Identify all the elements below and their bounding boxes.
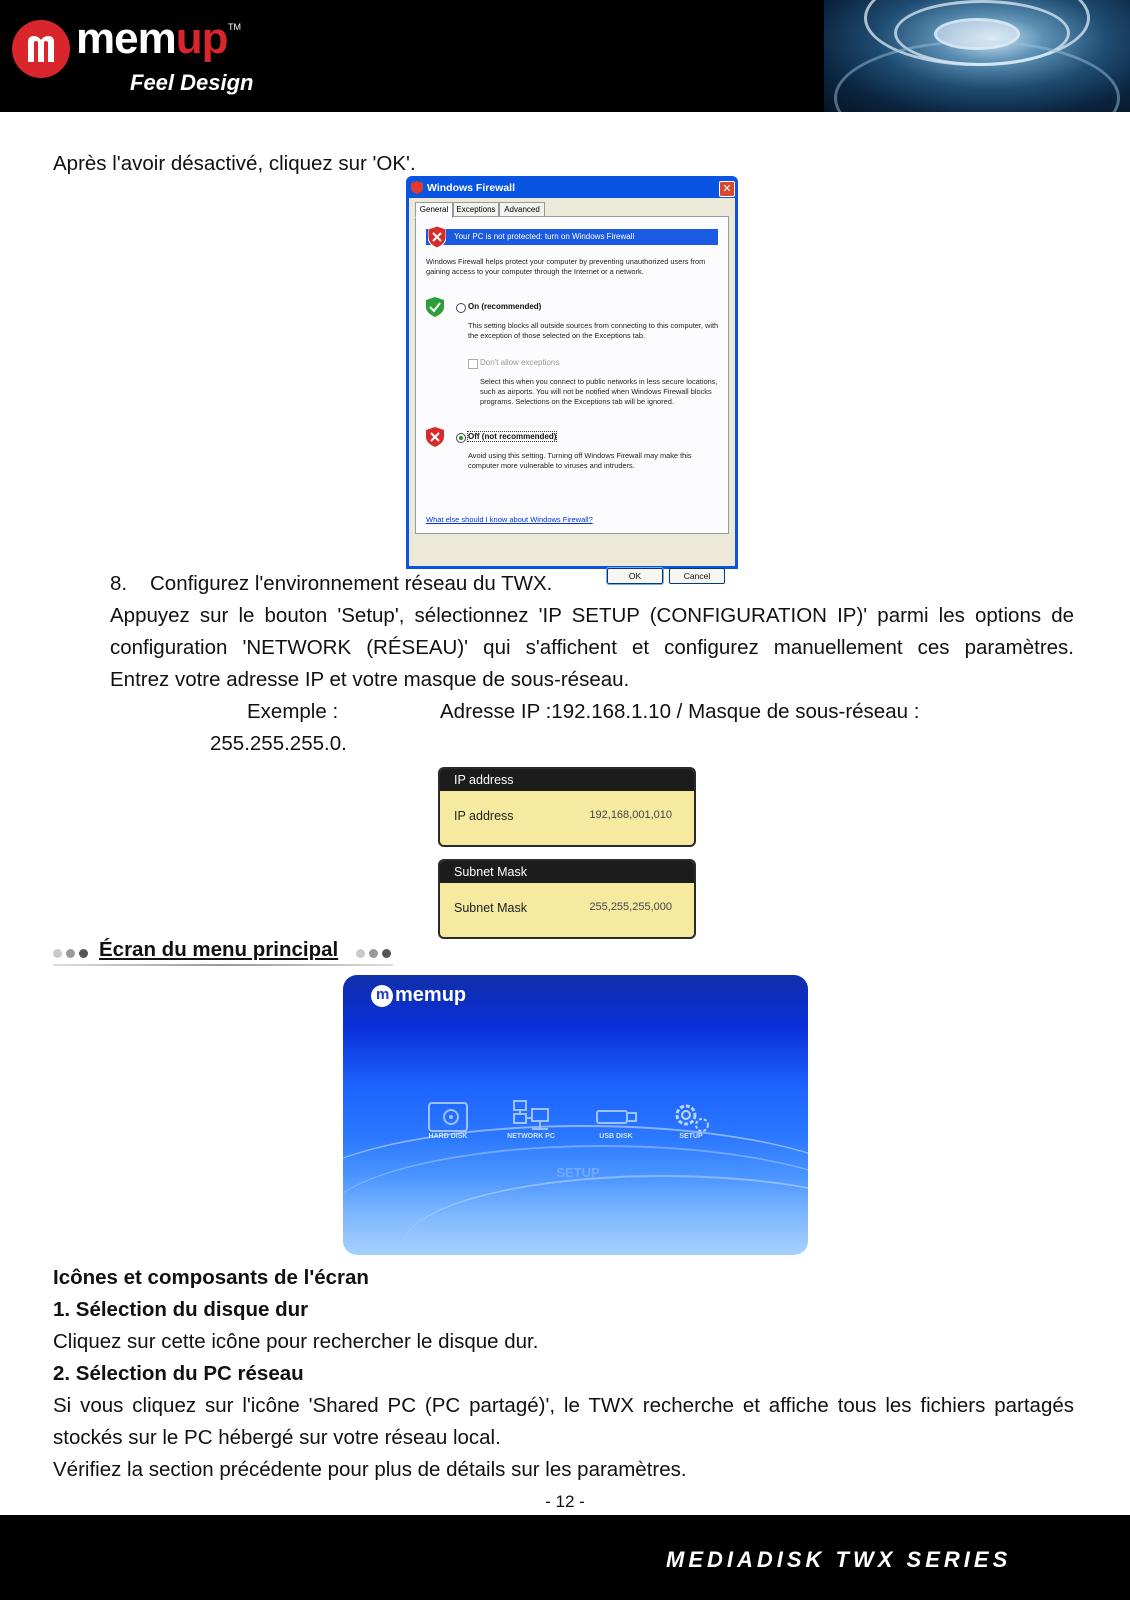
menu-label-usb-disk: USB DISK [599,1133,633,1140]
page-footer [0,1515,1130,1600]
step-number: 8. [110,572,128,595]
network-pc-icon[interactable] [508,1097,554,1137]
dialog-title-bar [409,178,735,198]
ip-address-value[interactable]: 192,168,001,010 [589,809,672,821]
close-icon[interactable]: ✕ [719,181,735,197]
no-exceptions-description: Select this when you connect to public networks in less secure locations, such as airports. You will not be notified when Windows Firewall blocks programs. Selections on the Exceptions tab will be ignored. [480,377,718,406]
ip-address-panel [438,767,696,847]
item1-text: Cliquez sur cette icône pour rechercher le disque dur. [53,1330,539,1353]
section-heading-text: Écran du menu principal [99,938,339,961]
help-link[interactable]: What else should I know about Windows Firewall? [426,515,593,524]
ip-address-panel-header: IP address [440,769,694,791]
dialog-body [409,198,735,581]
subnet-mask-panel-header: Subnet Mask [440,861,694,883]
tab-advanced[interactable]: Advanced [499,202,545,218]
firewall-shield-icon [411,181,423,194]
tab-general[interactable]: General [415,202,453,218]
ip-address-label: IP address [454,809,514,823]
intro-text: Après l'avoir désactivé, cliquez sur 'OK'. [53,152,416,175]
red-shield-icon [428,226,446,248]
setup-gear-icon[interactable] [668,1097,714,1137]
dialog-title: Windows Firewall [427,182,515,194]
on-radio[interactable] [456,303,466,313]
item1-title: 1. Sélection du disque dur [53,1298,309,1321]
menu-label-hard-disk: HARD DISK [428,1133,468,1140]
selected-caption: SETUP [556,1165,600,1180]
off-radio-label: Off (not recommended) [468,432,557,441]
no-exceptions-label: Don't allow exceptions [480,358,560,367]
item2-text-2: Vérifiez la section précédente pour plus de détails sur les paramètres. [53,1458,687,1481]
step-title: Configurez l'environnement réseau du TWX. [150,572,553,595]
bullet-dot-icon [79,949,88,958]
off-radio[interactable] [456,433,466,443]
bullet-dot-icon [53,949,62,958]
warning-banner [426,229,718,245]
hard-disk-photo [824,0,1130,112]
subnet-mask-label: Subnet Mask [454,901,527,915]
tab-exceptions[interactable]: Exceptions [453,202,499,218]
bullet-dot-icon [356,949,365,958]
logo-tagline: Feel Design [130,70,254,95]
step-paragraph: Appuyez sur le bouton 'Setup', sélectionnez 'IP SETUP (CONFIGURATION IP)' parmi les options de configuration 'NETWORK (RÉSEAU)' qui s'affichent et configurez manuellement ces paramètres. [110,604,1074,659]
general-tab-panel [415,216,729,534]
on-description: This setting blocks all outside sources from connecting to this computer, with the exception of those selected on the Exceptions tab. [468,321,719,340]
windows-firewall-dialog [406,176,738,581]
warning-banner-text: Your PC is not protected: turn on Windows Firewall [454,232,635,241]
bullet-dot-icon [382,949,391,958]
green-shield-icon [426,297,444,317]
on-radio-label: On (recommended) [468,302,542,311]
logo-wordmark: memup [76,14,228,63]
example-label: Exemple : [247,700,339,723]
off-description: Avoid using this setting. Turning off Windows Firewall may make this computer more vulnerable to viruses and intruders. [468,451,692,470]
red-shield-icon [426,427,444,447]
memup-logo-icon: m [371,985,393,1007]
page-number: - 12 - [545,1492,585,1511]
hard-disk-icon[interactable] [425,1097,471,1137]
cancel-button[interactable]: Cancel [669,568,725,584]
firewall-description: Windows Firewall helps protect your computer by preventing unauthorized users from gaining access to your computer through the Internet or a network. [426,257,706,276]
page-header [0,0,1130,112]
subnet-mask-value[interactable]: 255,255,255,000 [589,901,672,913]
item2-title: 2. Sélection du PC réseau [53,1362,304,1385]
menu-label-network-pc: NETWORK PC [507,1133,555,1140]
ok-button[interactable]: OK [607,568,663,584]
main-menu-screenshot [343,975,808,1255]
example-value: Adresse IP :192.168.1.10 / Masque de sous-réseau : [440,700,920,723]
bullet-dot-icon [66,949,75,958]
memup-logo-icon [12,20,70,78]
subnet-mask-panel [438,859,696,939]
menu-label-setup: SETUP [679,1133,703,1140]
bullet-dot-icon [369,949,378,958]
section-heading [53,938,393,968]
menu-logo-text: memup [395,984,467,1006]
series-wordmark: MEDIADISK TWX SERIES [666,1547,1012,1572]
item2-text: Si vous cliquez sur l'icône 'Shared PC (PC partagé)', le TWX recherche et affiche tous les fichiers partagés stockés sur le PC hébergé sur votre réseau local. [53,1394,1074,1449]
step-paragraph-2: Entrez votre adresse IP et votre masque de sous-réseau. [110,668,630,691]
components-heading: Icônes et composants de l'écran [53,1266,369,1289]
usb-disk-icon[interactable] [593,1097,639,1137]
no-exceptions-checkbox[interactable] [468,359,478,369]
heading-underline [53,964,393,966]
example-value-continued: 255.255.255.0. [210,732,347,755]
trademark-mark: TM [228,22,241,32]
